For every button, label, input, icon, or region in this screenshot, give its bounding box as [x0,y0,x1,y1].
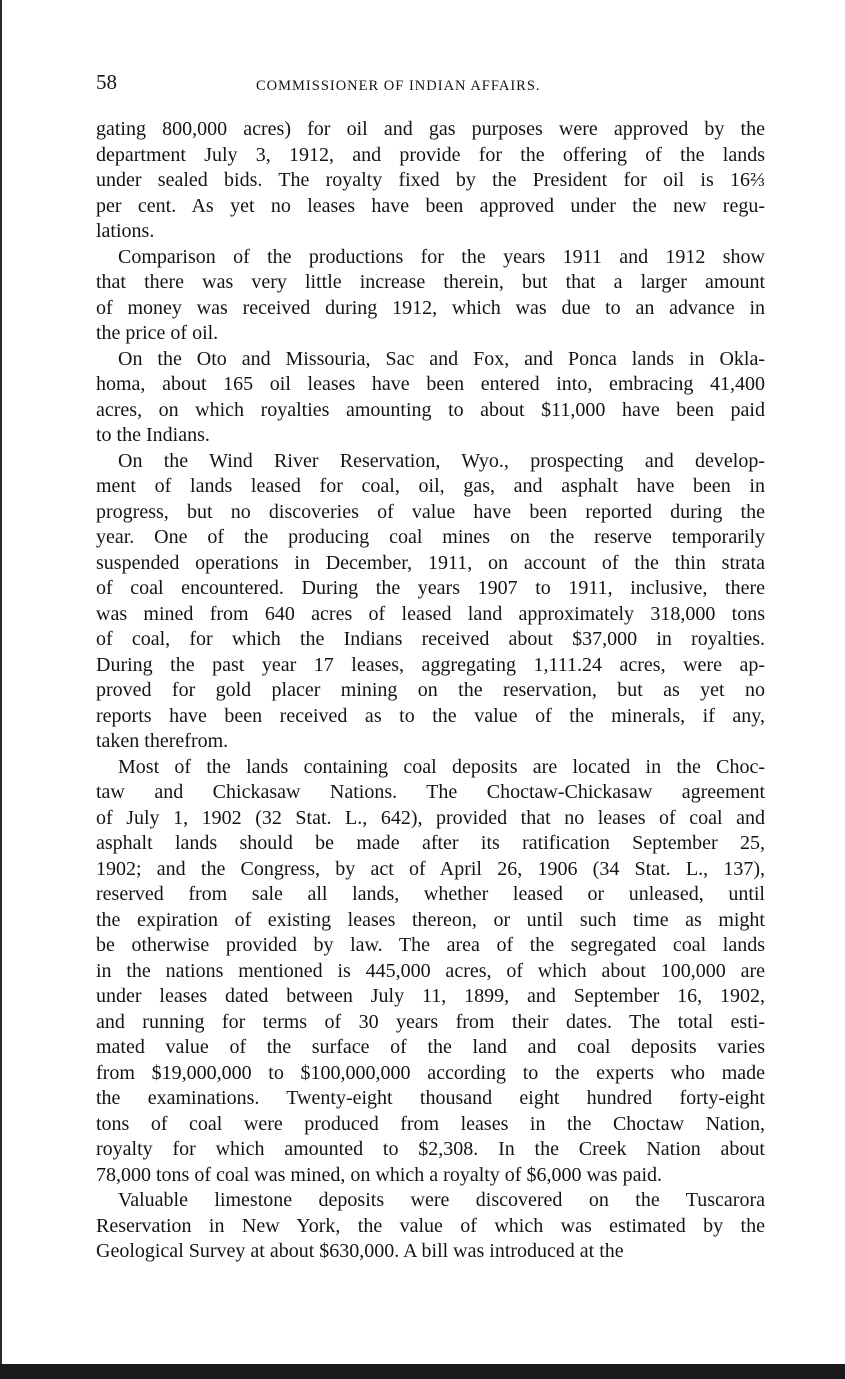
text-line: to the Indians. [96,424,210,446]
text-line: of coal encountered. During the years 1907 to 1911, inclusive, there [96,577,765,599]
paragraph [96,449,765,755]
text-line: On the Wind River Reservation, Wyo., prospecting and develop- [118,449,765,472]
text-line: that there was very little increase therein, but that a larger amount [96,271,765,293]
text-line: Reservation in New York, the value of which was estimated by the [96,1214,765,1237]
text-line: acres, on which royalties amounting to about $11,000 have been paid [96,398,765,421]
text-line: suspended operations in December, 1911, on account of the thin strata [96,551,765,574]
text-line: the price of oil. [96,322,219,344]
text-line: tons of coal were produced from leases in the Choctaw Nation, [96,1112,765,1135]
text-line: and running for terms of 30 years from their dates. The total esti- [96,1010,765,1033]
text-line: was mined from 640 acres of leased land approximately 318,000 tons [96,602,765,625]
body-text [96,117,765,1265]
paragraph [96,347,765,449]
text-line: gating 800,000 acres) for oil and gas purposes were approved by the [96,118,765,140]
text-line: year. One of the producing coal mines on the reserve temporarily [96,526,765,548]
text-line: progress, but no discoveries of value have been reported during the [96,500,765,523]
text-line: Valuable limestone deposits were discovered on the Tuscarora [118,1189,765,1211]
text-line: ment of lands leased for coal, oil, gas, and asphalt have been in [96,475,765,497]
text-line: under leases dated between July 11, 1899, and September 16, 1902, [96,985,765,1007]
text-line: the examinations. Twenty-eight thousand eight hundred forty-eight [96,1087,765,1109]
page-header [96,70,766,100]
running-head: COMMISSIONER OF INDIAN AFFAIRS. [256,78,541,94]
text-line: royalty for which amounted to $2,308. In the Creek Nation about [96,1138,765,1160]
text-line: Most of the lands containing coal deposits are located in the Choc- [118,755,765,778]
page-edge-shadow [0,0,2,1379]
text-line: During the past year 17 leases, aggregating 1,111.24 acres, were ap- [96,653,765,676]
text-line: Geological Survey at about $630,000. A bill was introduced at the [96,1240,624,1262]
paragraph [96,245,765,347]
text-line: 1902; and the Congress, by act of April 26, 1906 (34 Stat. L., 137), [96,857,765,880]
text-line: of money was received during 1912, which was due to an advance in [96,296,765,319]
text-line: reports have been received as to the value of the minerals, if any, [96,704,765,727]
text-line: of July 1, 1902 (32 Stat. L., 642), provided that no leases of coal and [96,806,765,829]
text-line: reserved from sale all lands, whether leased or unleased, until [96,883,765,905]
text-line: under sealed bids. The royalty fixed by the President for oil is 16⅔ [96,169,765,191]
text-line: from $19,000,000 to $100,000,000 according to the experts who made [96,1061,765,1084]
page-number: 58 [96,70,117,94]
text-line: 78,000 tons of coal was mined, on which a royalty of $6,000 was paid. [96,1163,663,1186]
text-line: of coal, for which the Indians received about $37,000 in royalties. [96,628,765,650]
text-line: taw and Chickasaw Nations. The Choctaw-Chickasaw agreement [96,781,765,803]
page-bottom-edge [0,1364,845,1379]
text-line: asphalt lands should be made after its ratification September 25, [96,832,765,854]
text-line: homa, about 165 oil leases have been entered into, embracing 41,400 [96,373,765,395]
paragraph [96,1188,765,1265]
paragraph [96,117,765,245]
text-line: On the Oto and Missouria, Sac and Fox, and Ponca lands in Okla- [118,347,765,370]
text-line: per cent. As yet no leases have been approved under the new regu- [96,194,765,217]
text-line: lations. [96,220,155,242]
text-line: the expiration of existing leases thereon, or until such time as might [96,908,765,931]
text-line: in the nations mentioned is 445,000 acres, of which about 100,000 are [96,959,765,982]
text-line: proved for gold placer mining on the reservation, but as yet no [96,679,765,701]
paragraph [96,755,765,1189]
text-line: be otherwise provided by law. The area of the segregated coal lands [96,934,765,956]
text-line: Comparison of the productions for the years 1911 and 1912 show [118,245,765,268]
text-line: mated value of the surface of the land and coal deposits varies [96,1036,765,1058]
text-line: taken therefrom. [96,730,229,752]
text-line: department July 3, 1912, and provide for the offering of the lands [96,143,765,166]
